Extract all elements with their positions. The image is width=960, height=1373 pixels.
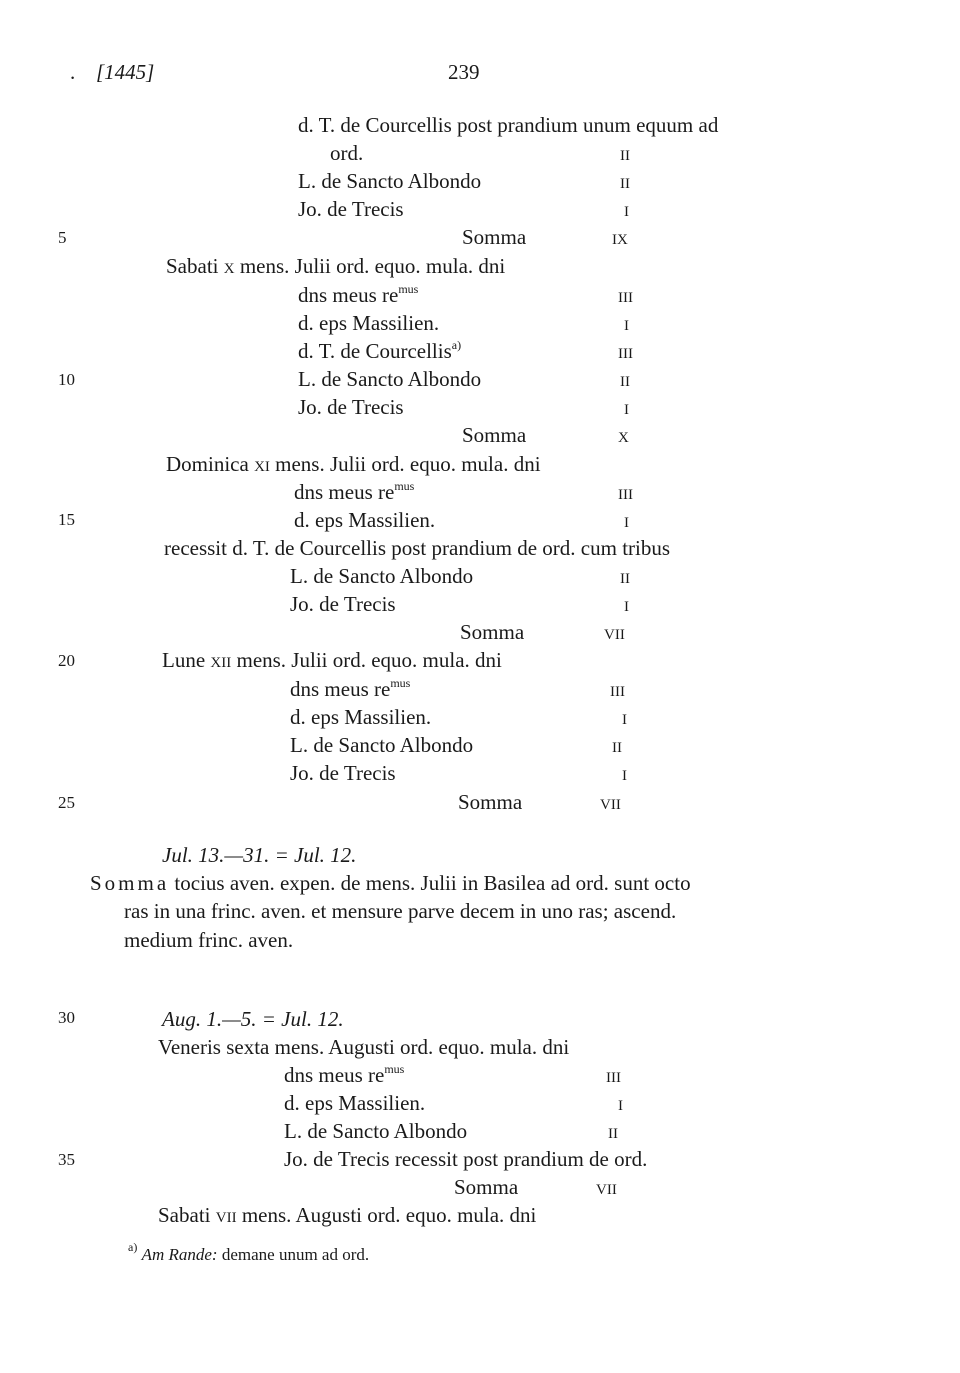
line-number: 15 — [58, 510, 75, 529]
text-line: Jo. de Trecis recessit post prandium de ord. — [284, 1147, 648, 1171]
day-rest: mens. Julii ord. equo. mula. dni — [275, 452, 541, 476]
day-heading: Veneris sexta mens. Augusti ord. equo. mula. dni — [158, 1035, 570, 1059]
day-name: Sabati — [166, 254, 219, 278]
day-number: vii — [215, 1203, 237, 1227]
entry-amount: ii — [608, 1119, 618, 1143]
text-line: medium frinc. aven. — [124, 928, 294, 952]
sum-amount: vii — [596, 1175, 617, 1199]
day-name: Sabati — [158, 1203, 211, 1227]
entry-label: L. de Sancto Albondo — [298, 367, 482, 391]
entry-label: L. de Sancto Albondo — [298, 169, 482, 193]
entry-label: d. T. de Courcellis$^{a)}$ — [298, 338, 462, 363]
entry-amount: iii — [618, 283, 633, 307]
entry-amount: ii — [620, 564, 630, 588]
day-heading — [166, 452, 541, 476]
entry-label: d. eps Massilien. — [294, 508, 436, 532]
line-number: 25 — [58, 793, 75, 812]
sum-label: Somma — [462, 225, 527, 249]
sum-label: Somma — [454, 1175, 519, 1199]
line-number: 10 — [58, 370, 75, 389]
entry-amount: i — [622, 761, 627, 785]
superscript: mus — [398, 282, 419, 296]
text-line: ras in una frinc. aven. et mensure parve decem in uno ras; ascend. — [124, 899, 677, 923]
entry-label: Jo. de Trecis — [298, 395, 404, 419]
line-number: 5 — [58, 228, 67, 247]
sum-label: Somma — [462, 423, 527, 447]
entry-amount: i — [624, 311, 629, 335]
footnote-text: demane unum ad ord. — [221, 1245, 370, 1264]
entry-amount: i — [618, 1091, 623, 1115]
sum-amount: vii — [600, 790, 621, 814]
sum-amount: x — [618, 423, 629, 447]
line-number: 30 — [58, 1008, 75, 1027]
entry-label: dns meus $re^{mus}$ — [298, 282, 419, 307]
entry-label: L. de Sancto Albondo — [284, 1119, 468, 1143]
entry-amount: i — [624, 508, 629, 532]
sum-label: Somma — [458, 790, 523, 814]
entry-amount: iii — [606, 1063, 621, 1087]
sum-label: Somma — [460, 620, 525, 644]
day-rest: mens. Julii ord. equo. mula. dni — [236, 648, 502, 672]
footnote-label: Am Rande: — [141, 1245, 218, 1264]
footnote — [128, 1240, 370, 1266]
text-line: d. T. de Courcellis post prandium unum equum ad — [298, 113, 719, 137]
entry-amount: ii — [620, 367, 630, 391]
entry-label: dns meus $re^{mus}$ — [284, 1062, 405, 1087]
line-number: 35 — [58, 1150, 75, 1169]
day-rest: mens. Julii ord. equo. mula. dni — [239, 254, 506, 278]
text-line: recessit d. T. de Courcellis post prandium de ord. cum tribus — [164, 536, 671, 560]
entry-amount: ii — [620, 169, 630, 193]
entry-amount: i — [624, 395, 629, 419]
line-number: 20 — [58, 651, 75, 670]
entry-label: Jo. de Trecis — [290, 592, 396, 616]
entry-label: d. eps Massilien. — [298, 311, 440, 335]
emphasis: Somma — [90, 871, 170, 895]
day-number: xii — [210, 648, 232, 672]
superscript: mus — [384, 1062, 405, 1076]
date-heading: Jul. 13.—31. = Jul. 12. — [162, 843, 357, 867]
footnote-mark: a) — [128, 1240, 138, 1254]
entry-amount: iii — [618, 339, 633, 363]
entry-amount: i — [624, 197, 629, 221]
entry-label: Jo. de Trecis — [298, 197, 404, 221]
day-heading — [166, 254, 505, 278]
text-line: Somma tocius aven. expen. de mens. Julii in Basilea ad ord. sunt octo — [90, 871, 691, 895]
entry-amount: ii — [612, 733, 622, 757]
entry-amount: i — [624, 592, 629, 616]
entry-label: d. eps Massilien. — [284, 1091, 426, 1115]
day-number: xi — [254, 452, 270, 476]
superscript: mus — [394, 479, 415, 493]
entry-label: L. de Sancto Albondo — [290, 733, 474, 757]
sum-amount: ix — [612, 225, 628, 249]
day-rest: mens. Augusti ord. equo. mula. dni — [241, 1203, 537, 1227]
entry-label: dns meus $re^{mus}$ — [290, 676, 411, 701]
header-year: [1445] — [96, 60, 155, 84]
page-number: 239 — [448, 60, 480, 84]
header-bullet: . — [70, 60, 76, 84]
entry-label: Jo. de Trecis — [290, 761, 396, 785]
date-heading: Aug. 1.—5. = Jul. 12. — [162, 1007, 344, 1031]
footnote-ref: a) — [451, 338, 462, 352]
entry-amount: iii — [610, 677, 625, 701]
entry-label: ord. — [330, 141, 364, 165]
day-heading — [162, 648, 502, 672]
entry-amount: iii — [618, 480, 633, 504]
sum-amount: vii — [604, 620, 625, 644]
entry-amount: ii — [620, 141, 630, 165]
day-heading — [158, 1203, 536, 1227]
entry-label: d. eps Massilien. — [290, 705, 432, 729]
day-name: Dominica — [166, 452, 249, 476]
superscript: mus — [390, 676, 411, 690]
entry-amount: i — [622, 705, 627, 729]
entry-label: dns meus $re^{mus}$ — [294, 479, 415, 504]
entry-label: L. de Sancto Albondo — [290, 564, 474, 588]
day-number: x — [223, 254, 235, 278]
day-name: Lune — [162, 648, 206, 672]
